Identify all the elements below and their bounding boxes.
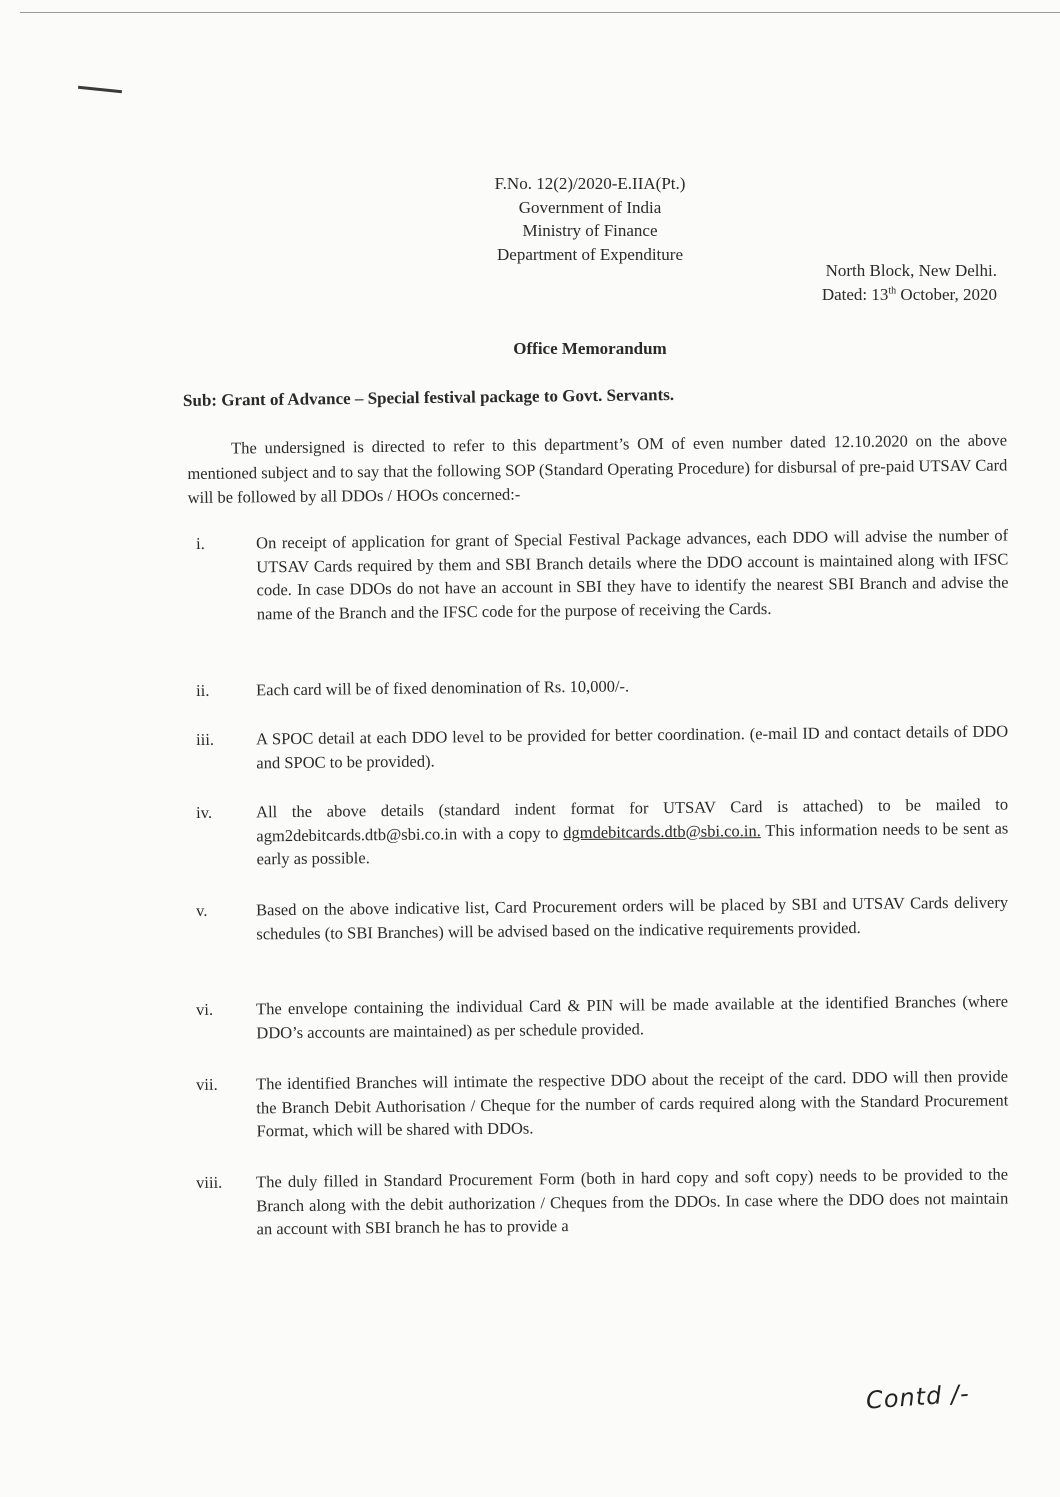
item-number: vi. bbox=[196, 999, 214, 1019]
letterhead bbox=[440, 172, 740, 266]
list-item bbox=[196, 719, 1008, 775]
list-item bbox=[196, 1064, 1009, 1143]
subject-line: Sub: Grant of Advance – Special festival package to Govt. Servants. bbox=[182, 385, 675, 410]
department-line: Department of Expenditure bbox=[497, 244, 683, 264]
date: Dated: 13th October, 2020 bbox=[821, 285, 997, 304]
list-item bbox=[196, 1162, 1009, 1241]
item-text: Each card will be of fixed denomination of Rs. 10,000/-. bbox=[256, 676, 630, 700]
contd-handwritten-note: Contd /- bbox=[865, 1379, 971, 1415]
item-number: viii. bbox=[196, 1172, 223, 1192]
place: North Block, New Delhi. bbox=[825, 261, 997, 280]
ministry-line: Ministry of Finance bbox=[522, 221, 658, 240]
list-item bbox=[196, 792, 1009, 871]
file-number: F.No. 12(2)/2020-E.IIA(Pt.) bbox=[494, 174, 686, 193]
scan-edge-rule bbox=[20, 12, 1060, 13]
item-number: v. bbox=[196, 900, 208, 920]
item-text: The identified Branches will intimate the respective DDO about the receipt of the card. DDO will then provide the Branch Debit Authorisation / Cheque for the number of cards required along with the Standard Procurement Format, which will be shared with DDOs. bbox=[256, 1066, 1009, 1141]
item-text: All the above details (standard indent format for UTSAV Card is attached) to be mailed to agm2debitcards.dtb@sbi.co.in with a copy to dgmdebitcards.dtb@sbi.co.in. This information needs to be sent as early as possible. bbox=[256, 794, 1009, 869]
list-item bbox=[196, 989, 1008, 1045]
item-text: The duly filled in Standard Procurement Form (both in hard copy and soft copy) needs to be provided to the Branch along with the debit authorization / Cheques from the DDOs. In case where the DDO does not maintain an account with SBI branch he has to provide a bbox=[256, 1164, 1009, 1239]
item-text: Based on the above indicative list, Card Procurement orders will be placed by SBI and UTSAV Cards delivery schedules (to SBI Branches) will be advised based on the indicative requirements provided. bbox=[256, 892, 1009, 943]
item-number: iii. bbox=[196, 729, 215, 749]
pen-mark bbox=[78, 86, 122, 94]
place-date-block bbox=[720, 259, 997, 307]
item-text: A SPOC detail at each DDO level to be provided for better coordination. (e-mail ID and contact details of DDO and SPOC to be provided). bbox=[256, 721, 1009, 772]
government-line: Government of India bbox=[518, 197, 662, 217]
memo-title: Office Memorandum bbox=[513, 339, 667, 358]
list-item bbox=[196, 890, 1008, 946]
list-item bbox=[196, 523, 1009, 625]
item-text: The envelope containing the individual Card & PIN will be made available at the identified Branches (where DDO’s accounts are maintained) as per schedule provided. bbox=[256, 991, 1009, 1042]
item-text: On receipt of application for grant of Special Festival Package advances, each DDO will advise the number of UTSAV Cards required by them and SBI Branch details where the DDO account is maintained along with IFSC code. In case DDOs do not have an account in SBI they have to identify the nearest SBI Branch and advise the name of the Branch and the IFSC code for the purpose of receiving the Cards. bbox=[256, 525, 1009, 623]
item-number: iv. bbox=[196, 802, 213, 822]
item-number: ii. bbox=[196, 680, 210, 700]
list-item bbox=[196, 670, 1008, 702]
email-link: dgmdebitcards.dtb@sbi.co.in. bbox=[563, 820, 761, 842]
item-number: vii. bbox=[196, 1074, 218, 1094]
item-number: i. bbox=[196, 533, 205, 553]
intro-paragraph: The undersigned is directed to refer to this department’s OM of even number dated 12.10.2020 on the above mentioned subject and to say that the following SOP (Standard Operating Procedure) for disbursal of pre-paid UTSAV Card will be followed by all DDOs / HOOs concerned:- bbox=[187, 430, 1008, 507]
